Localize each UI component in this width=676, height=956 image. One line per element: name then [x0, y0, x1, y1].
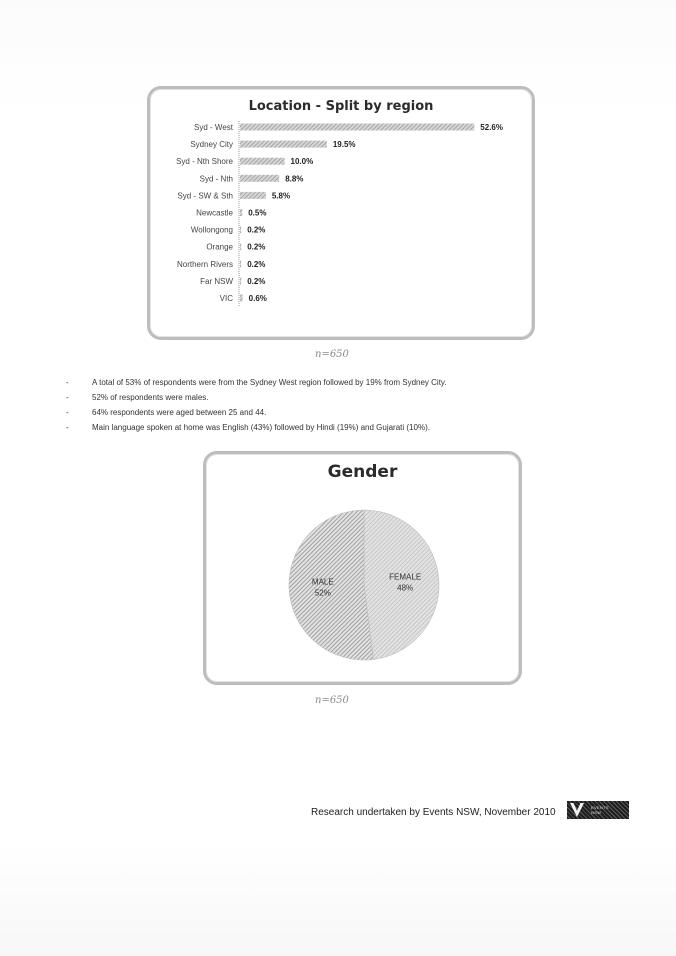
category-label: Orange — [206, 242, 233, 252]
gender-chart-title: Gender — [327, 462, 398, 482]
bar-value-label: 19.5% — [332, 140, 356, 150]
bullet-item: - 52% of respondents were males. — [66, 393, 209, 402]
category-label: VIC — [219, 294, 233, 303]
location-bar — [240, 260, 241, 267]
bar-value-label: 10.0% — [290, 157, 314, 167]
bullet-item: - Main language spoken at home was English (43%) followed by Hindi (19%) and Gujarati (10%). — [66, 423, 430, 432]
pie-slice-label: FEMALE — [389, 572, 422, 582]
bullet-item: - A total of 53% of respondents were from the Sydney West region followed by 19% from Sydney City. — [66, 378, 447, 387]
bar-value-label: 0.2% — [247, 276, 266, 286]
bar-value-label: 5.8% — [271, 191, 291, 201]
bullet-item: - 64% respondents were aged between 25 and 44. — [66, 408, 267, 417]
gender-chart-box — [203, 451, 522, 685]
bar-value-label: 0.2% — [247, 225, 266, 235]
category-label: Far NSW — [200, 276, 233, 286]
footer-credit: Research undertaken by Events NSW, November 2010 — [311, 807, 556, 818]
location-bar — [240, 226, 241, 233]
bar-value-label: 52.6% — [480, 123, 503, 132]
location-chart-box — [147, 86, 535, 340]
location-bar — [240, 158, 285, 165]
bar-value-label: 0.6% — [248, 294, 267, 303]
location-bar — [240, 295, 243, 302]
bar-value-label: 8.8% — [285, 174, 304, 184]
logo-mark-icon — [570, 803, 584, 817]
category-label: Syd - Nth — [199, 174, 233, 184]
bar-value-label: 0.2% — [247, 242, 266, 252]
bar-value-label: 0.5% — [248, 208, 267, 218]
pie-slice-value: 48% — [397, 583, 414, 593]
location-bar — [240, 175, 279, 182]
location-bar — [240, 141, 327, 148]
category-label: Syd - Nth Shore — [176, 157, 233, 167]
bar-value-label: 0.2% — [247, 259, 266, 269]
location-bar — [240, 277, 241, 284]
category-label: Newcastle — [196, 208, 233, 218]
category-label: Syd - SW & Sth — [177, 191, 233, 201]
location-bar-chart — [150, 89, 532, 337]
location-bar — [240, 209, 242, 216]
location-bar — [240, 124, 474, 131]
events-nsw-logo: EVENTS NSW — [567, 801, 629, 819]
category-label: Syd - West — [194, 123, 233, 132]
category-label: Wollongong — [190, 225, 233, 235]
pie-slice-label: MALE — [311, 577, 334, 587]
gender-pie-chart — [206, 454, 519, 682]
location-bar — [240, 243, 241, 250]
location-sample-size: n=650 — [315, 349, 349, 360]
category-label: Sydney City — [190, 140, 233, 150]
location-chart-title: Location - Split by region — [248, 99, 434, 114]
location-bar — [240, 192, 266, 199]
gender-sample-size: n=650 — [315, 695, 349, 706]
category-label: Northern Rivers — [176, 259, 233, 269]
pie-slice-value: 52% — [314, 588, 331, 598]
summary-bullets — [66, 375, 636, 435]
